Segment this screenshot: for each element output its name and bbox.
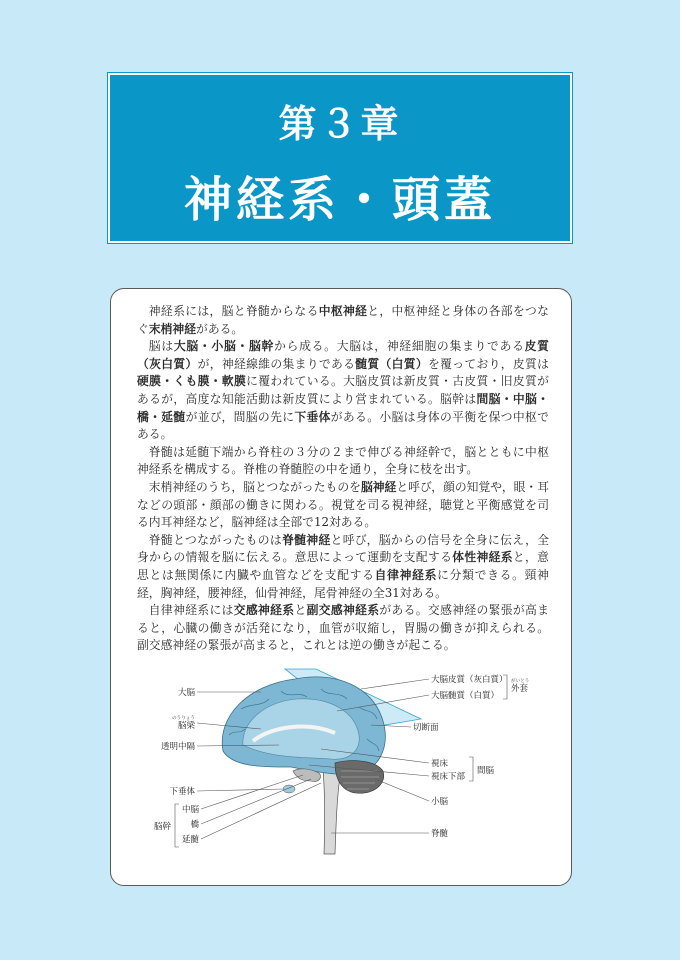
text-run: がある。交感神経の緊張が高まると，心臓の働きが活発になり，血管が収縮し，胃腸の働きが抑えられる。副交感神経の緊張が高まると，これとは逆の働きが起こる。 bbox=[137, 603, 549, 653]
text-run: と呼び，脳からの信号を全身に伝え，全身からの情報を脳に伝える。意思によって運動を支配する bbox=[137, 532, 549, 565]
spinal-cord-shape bbox=[323, 769, 341, 854]
label-brainstem: 脳幹 bbox=[153, 822, 171, 832]
text-run: 神経系には，脳と脊髄からなる bbox=[148, 304, 319, 318]
text-run: が，神経線維の集まりである bbox=[197, 356, 356, 371]
text-run: がある。 bbox=[196, 321, 244, 336]
label-white-matter: 大脳髄質（白質） bbox=[431, 691, 500, 701]
chapter-number: 第３章 bbox=[278, 102, 402, 146]
bold-term: 脊髄神経 bbox=[282, 532, 331, 547]
paragraph bbox=[137, 444, 549, 479]
bold-term: 交感神経系 bbox=[233, 603, 295, 618]
text-run: がある。小脳は身体の平衡を保つ中枢である。 bbox=[137, 409, 549, 442]
bold-term: 間脳・中脳・橋・延髄 bbox=[137, 391, 549, 424]
paragraph bbox=[137, 303, 549, 338]
label-midbrain: 中脳 bbox=[181, 805, 199, 815]
label-cerebellum: 小脳 bbox=[431, 797, 449, 807]
label-cortex: 大脳皮質（灰白質） bbox=[431, 675, 508, 685]
label-section: 切断面 bbox=[413, 723, 439, 733]
text-run: に覆われている。大脳皮質は新皮質・古皮質・旧皮質があるが，高度な知能活動は新皮質により営まれている。脳幹は bbox=[137, 374, 549, 406]
text-run: 脊髄は延髄下端から脊柱の３分の２まで伸びる神経幹で，脳とともに中枢神経系を構成する。脊椎の脊髄腔の中を通り，全身に枝を出す。 bbox=[137, 444, 549, 477]
paragraph bbox=[137, 602, 549, 655]
text-run: 末梢神経のうち，脳とつながったものを bbox=[148, 479, 361, 494]
bold-term: 皮質（灰白質） bbox=[137, 339, 549, 371]
content-panel bbox=[110, 288, 572, 886]
ruby-corpus-callosum: のうりょう bbox=[172, 716, 195, 721]
label-diencephalon: 間脳 bbox=[477, 766, 495, 776]
label-spinal-cord: 脊髄 bbox=[431, 829, 449, 839]
text-run: と呼び，顔の知覚や，眼・耳などの頭部・顔部の働きに関わる。視覚を司る視神経，聴覚と平衡感覚を司る内耳神経など，脳神経は全部で12対ある。 bbox=[137, 479, 550, 530]
label-thalamus: 視床 bbox=[431, 759, 449, 769]
bold-term: 自律神経系 bbox=[374, 567, 438, 582]
brain-diagram bbox=[111, 659, 571, 859]
bold-term: 末梢神経 bbox=[148, 321, 197, 336]
text-run: 自律神経系には bbox=[148, 603, 234, 618]
bold-term: 体性神経系 bbox=[452, 550, 513, 565]
text-run: と，意思とは無関係に内臓や血管などを支配する bbox=[137, 550, 549, 582]
text-run: を覆っており，皮質は bbox=[428, 356, 549, 371]
text-run: 脊髄とつながったものは bbox=[148, 532, 283, 547]
bold-term: 硬膜・くも膜・軟膜 bbox=[137, 374, 247, 389]
bold-term: 副交感神経系 bbox=[306, 603, 380, 618]
paragraph bbox=[137, 338, 549, 444]
bold-term: 大脳・小脳・脳幹 bbox=[173, 339, 275, 354]
bold-term: 中枢神経 bbox=[318, 304, 368, 318]
bold-term: 下垂体 bbox=[294, 409, 331, 424]
chapter-title: 神経系・頭蓋 bbox=[183, 172, 496, 228]
text-run: と bbox=[294, 603, 307, 618]
chapter-title-box bbox=[110, 75, 570, 241]
text-run: 脳は bbox=[148, 339, 174, 354]
paragraph bbox=[137, 532, 549, 602]
label-hypothalamus: 視床下部 bbox=[431, 772, 466, 782]
text-run: が並び，間脳の先に bbox=[185, 409, 295, 424]
ruby-pallium: がいとう bbox=[511, 679, 530, 684]
bold-term: 脳神経 bbox=[360, 479, 397, 494]
brain-figure bbox=[111, 659, 571, 859]
label-corpus-callosum: 脳梁 bbox=[177, 721, 195, 731]
label-pallium: 外套 bbox=[511, 684, 529, 694]
text-run: から成る。大脳は，神経細胞の集まりである bbox=[274, 339, 525, 354]
bold-term: 髄質（白質） bbox=[355, 356, 429, 371]
label-pons: 橋 bbox=[190, 820, 199, 830]
label-medulla: 延髄 bbox=[181, 835, 199, 845]
label-septum: 透明中隔 bbox=[160, 742, 195, 752]
body-text bbox=[137, 303, 549, 655]
text-run: に分類できる。頸神経，胸神経，腰神経，仙骨神経，尾骨神経の全31対ある。 bbox=[137, 567, 549, 600]
label-pituitary: 下垂体 bbox=[169, 787, 195, 797]
paragraph bbox=[137, 479, 549, 532]
text-run: と，中枢神経と身体の各部をつなぐ bbox=[137, 304, 549, 336]
label-cerebrum: 大脳 bbox=[177, 688, 195, 698]
